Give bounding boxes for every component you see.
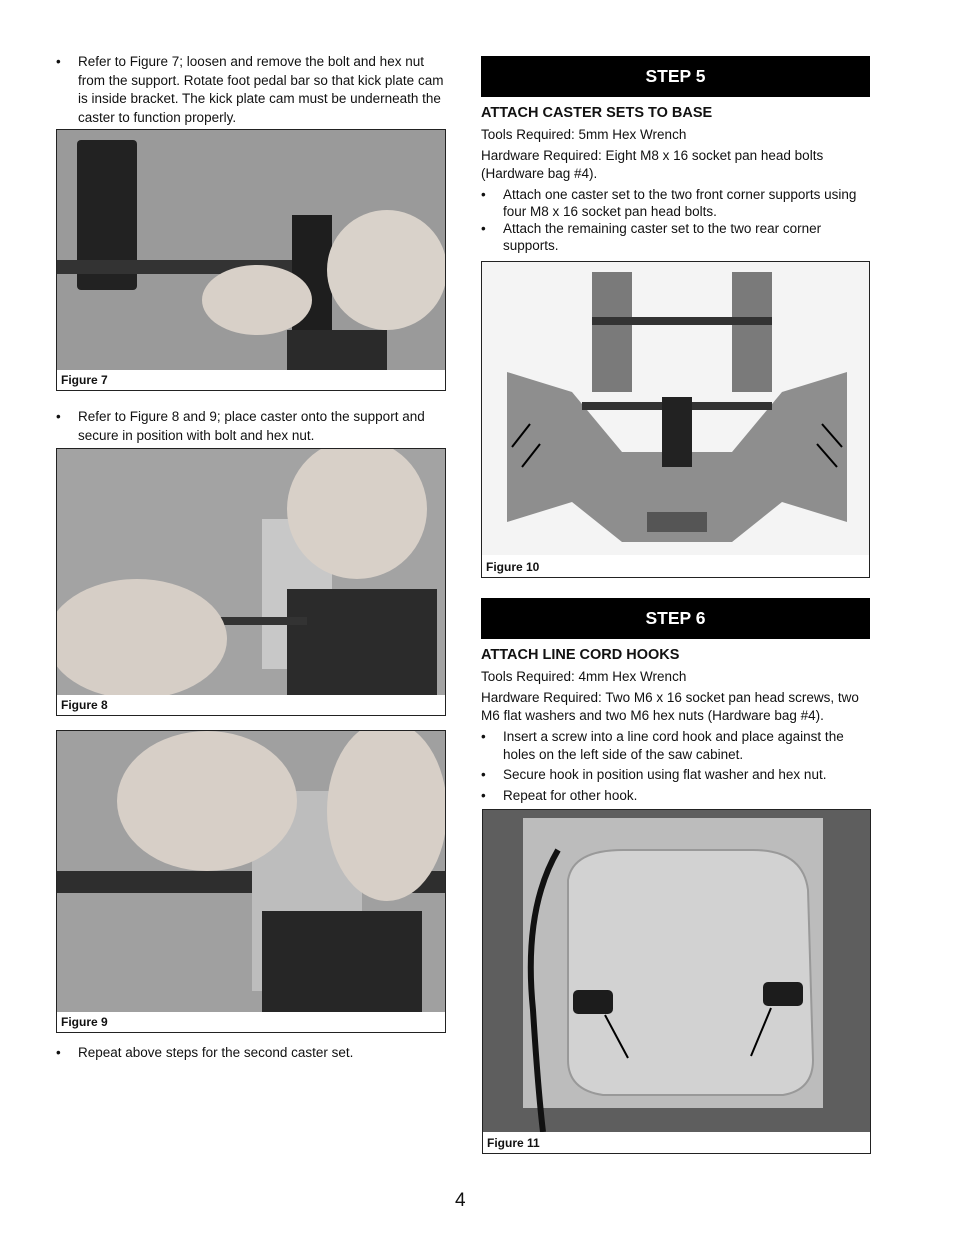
bullet-figure7-instruction xyxy=(56,53,448,127)
step-6-bullet-3 xyxy=(481,787,873,806)
bullet-text: Attach the remaining caster set to the two rear corner supports. xyxy=(503,221,822,253)
figure-9-caption: Figure 9 xyxy=(61,1015,108,1029)
step-6-tools: Tools Required: 4mm Hex Wrench xyxy=(481,669,687,684)
bullet-text: Refer to Figure 7; loosen and remove the bolt and hex nut from the support. Rotate foot pedal bar so that kick plate cam is inside bracket. The kick plate cam must be underneath the caster to function properly. xyxy=(78,54,444,125)
bullet-text: Attach one caster set to the two front corner supports using four M8 x 16 socket pan head bolts. xyxy=(503,187,857,219)
bullet-dot: • xyxy=(481,221,486,236)
step-5-bullet-1 xyxy=(481,186,873,220)
figure-10-caption: Figure 10 xyxy=(486,560,540,574)
figure-11-photo xyxy=(483,810,870,1132)
bullet-text: Secure hook in position using flat washer and hex nut. xyxy=(503,767,827,782)
figure-8-photo xyxy=(57,449,445,695)
bullet-text: Insert a screw into a line cord hook and place against the holes on the left side of the saw cabinet. xyxy=(503,729,844,762)
figure-7-caption: Figure 7 xyxy=(61,373,108,387)
step-6-bullet-2 xyxy=(481,766,873,785)
step-5-bullet-2 xyxy=(481,220,873,254)
bullet-text: Repeat above steps for the second caster set. xyxy=(78,1045,354,1060)
figure-8-caption: Figure 8 xyxy=(61,698,108,712)
figure-9 xyxy=(56,730,446,1033)
bullet-dot: • xyxy=(56,1045,61,1060)
bullet-dot: • xyxy=(56,409,61,424)
step-5-tools: Tools Required: 5mm Hex Wrench xyxy=(481,127,687,142)
page-number: 4 xyxy=(455,1190,466,1211)
bullet-dot: • xyxy=(481,187,486,202)
bullet-dot: • xyxy=(481,788,486,803)
bullet-dot: • xyxy=(481,767,486,782)
step-5-hardware: Hardware Required: Eight M8 x 16 socket pan head bolts (Hardware bag #4). xyxy=(481,148,824,181)
figure-11-caption: Figure 11 xyxy=(487,1136,540,1150)
bullet-dot: • xyxy=(481,729,486,744)
figure-10-photo xyxy=(482,262,869,555)
bullet-figure8-9-instruction xyxy=(56,408,448,445)
figure-8 xyxy=(56,448,446,716)
step-6-hardware: Hardware Required: Two M6 x 16 socket pan head screws, two M6 flat washers and two M6 hex nuts (Hardware bag #4). xyxy=(481,690,859,723)
figure-7-photo xyxy=(57,130,445,370)
step-6-heading: ATTACH LINE CORD HOOKS xyxy=(481,647,680,663)
bullet-repeat-instruction xyxy=(56,1044,448,1063)
figure-10 xyxy=(481,261,870,578)
bullet-dot: • xyxy=(56,54,61,69)
figure-9-photo xyxy=(57,731,445,1012)
step-6-banner: STEP 6 xyxy=(481,598,870,639)
bullet-text: Repeat for other hook. xyxy=(503,788,638,803)
step-5-heading: ATTACH CASTER SETS TO BASE xyxy=(481,105,713,121)
step-5-banner: STEP 5 xyxy=(481,56,870,97)
figure-11 xyxy=(482,809,871,1154)
bullet-text: Refer to Figure 8 and 9; place caster onto the support and secure in position with bolt and hex nut. xyxy=(78,409,425,443)
step-6-bullet-1 xyxy=(481,728,873,763)
figure-7 xyxy=(56,129,446,391)
